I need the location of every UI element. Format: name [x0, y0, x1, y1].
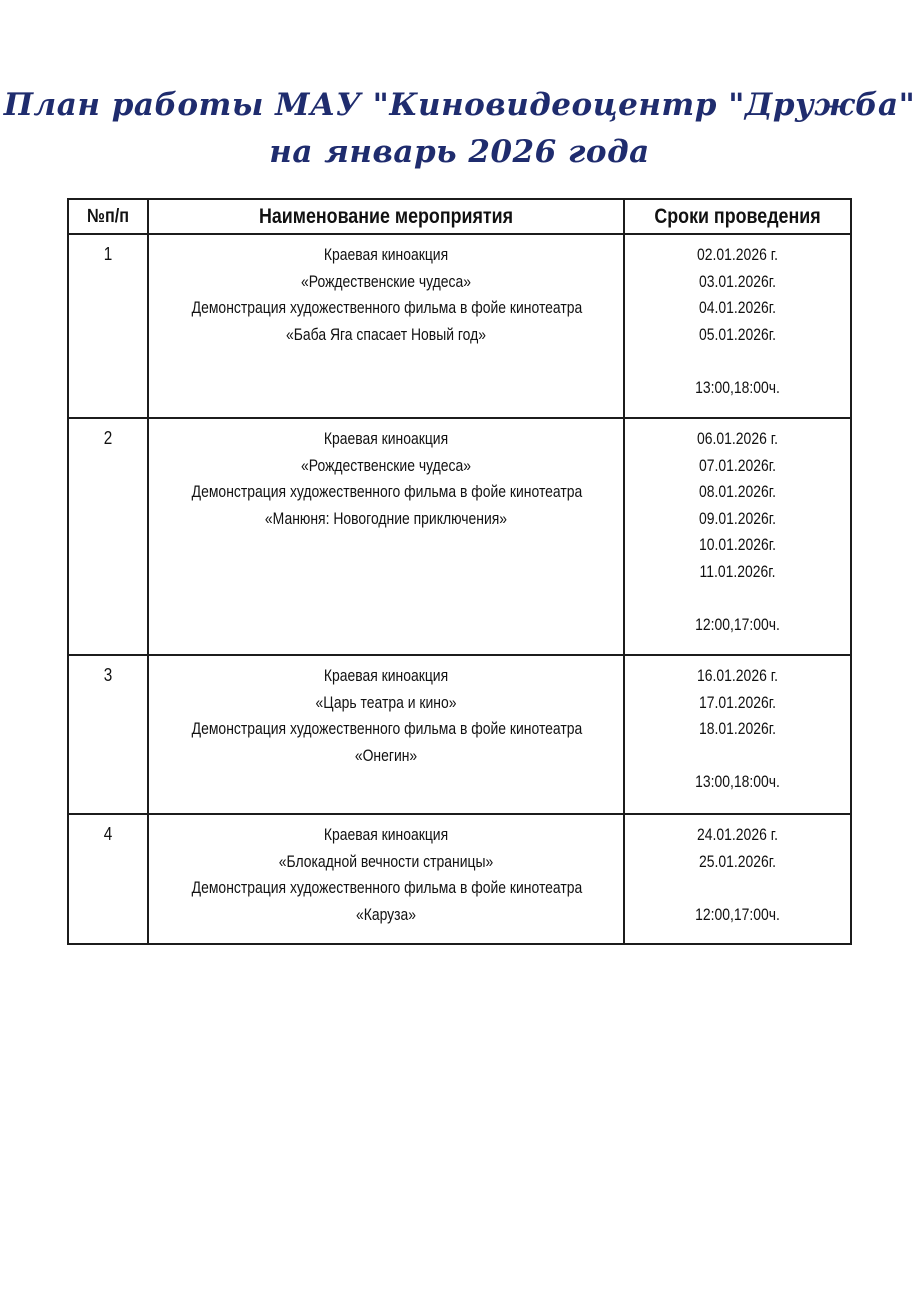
text-line: 02.01.2026 г. [697, 245, 778, 264]
text-line: «Рождественские чудеса» [301, 455, 471, 475]
event-dates-cell [624, 418, 851, 655]
text-line: 04.01.2026г. [698, 298, 777, 317]
header-row [68, 199, 851, 234]
text-line: Демонстрация художественного фильма в фойе кинотеатра [191, 878, 583, 897]
row-number-cell: 3 [68, 655, 148, 814]
event-dates-cell [624, 655, 851, 814]
text-line: «Баба Яга спасает Новый год» [286, 324, 486, 344]
event-dates-cell [624, 234, 851, 418]
text-line: Демонстрация художественного фильма в фойе кинотеатра [191, 298, 583, 317]
title-line-1: План работы МАУ "Киновидеоцентр "Дружба" [3, 87, 916, 123]
text-line [645, 743, 830, 770]
text-line [645, 875, 830, 902]
page-title [0, 0, 919, 176]
text-line: 13:00,18:00ч. [695, 377, 780, 397]
text-line: 24.01.2026 г. [697, 825, 778, 844]
table-row [68, 418, 851, 655]
column-header-name: Наименование мероприятия [148, 199, 624, 234]
event-name-cell [148, 234, 624, 418]
text-line: 16.01.2026 г. [697, 666, 778, 685]
text-line: Краевая киноакция [323, 825, 449, 844]
text-line: 17.01.2026г. [698, 692, 777, 712]
text-line: «Блокадной вечности страницы» [278, 851, 494, 871]
text-line: «Царь театра и кино» [315, 692, 457, 712]
text-line [645, 585, 830, 612]
text-line: «Манюня: Новогодние приключения» [264, 508, 508, 528]
event-name-cell [148, 814, 624, 944]
text-line: 06.01.2026 г. [697, 429, 778, 448]
text-line: Демонстрация художественного фильма в фойе кинотеатра [191, 719, 583, 738]
text-line: 10.01.2026г. [698, 535, 777, 554]
text-line: 07.01.2026г. [698, 455, 777, 475]
schedule-table [67, 198, 852, 945]
column-header-dates: Сроки проведения [624, 199, 851, 234]
text-line: 05.01.2026г. [698, 324, 777, 344]
text-line: 13:00,18:00ч. [695, 772, 780, 791]
row-number-cell: 2 [68, 418, 148, 655]
text-line: «Рождественские чудеса» [301, 271, 471, 291]
event-name-cell [148, 418, 624, 655]
event-name-cell [148, 655, 624, 814]
text-line: «Каруза» [355, 904, 417, 924]
text-line: 12:00,17:00ч. [695, 614, 780, 634]
table-row [68, 814, 851, 944]
text-line: 03.01.2026г. [698, 271, 777, 291]
text-line: 18.01.2026г. [698, 719, 777, 738]
column-header-num: №п/п [68, 199, 148, 234]
event-dates-cell [624, 814, 851, 944]
text-line: Демонстрация художественного фильма в фойе кинотеатра [191, 482, 583, 501]
text-line: Краевая киноакция [323, 245, 449, 264]
row-number-cell: 1 [68, 234, 148, 418]
title-line-2: на январь 2026 года [269, 134, 650, 170]
text-line [645, 348, 830, 375]
text-line: 08.01.2026г. [698, 482, 777, 501]
text-line: 11.01.2026г. [699, 561, 776, 581]
table-row [68, 655, 851, 814]
table-row [68, 234, 851, 418]
row-number-cell: 4 [68, 814, 148, 944]
text-line: Краевая киноакция [323, 429, 449, 448]
text-line: 25.01.2026г. [698, 851, 777, 871]
text-line: 09.01.2026г. [698, 508, 777, 528]
text-line: Краевая киноакция [323, 666, 449, 685]
text-line: «Онегин» [354, 745, 418, 765]
text-line: 12:00,17:00ч. [695, 904, 780, 924]
